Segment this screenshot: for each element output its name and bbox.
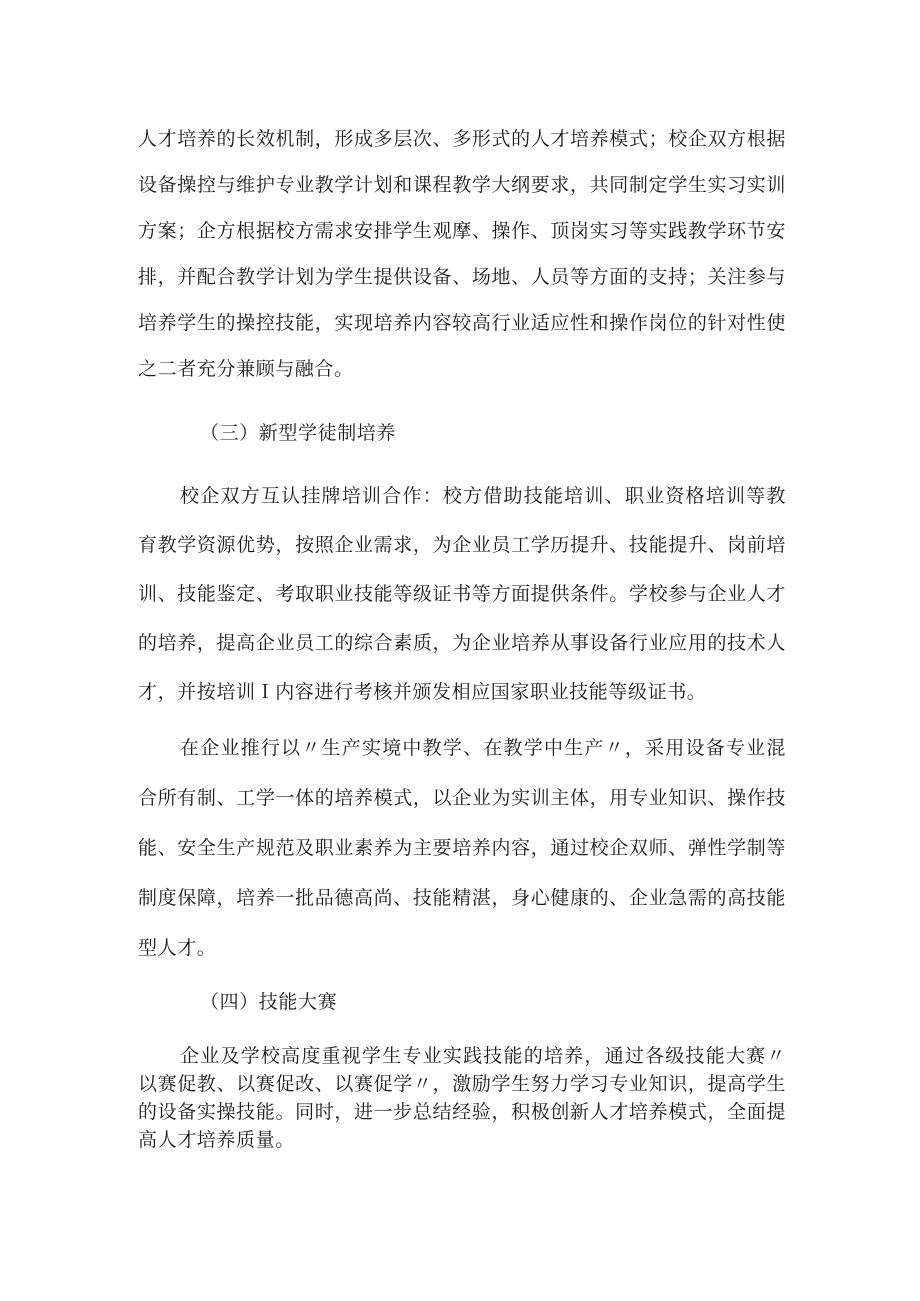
paragraph-mutual-training: 校企双方互认挂牌培训合作：校方借助技能培训、职业资格培训等教育教学资源优势，按照企业需求，为企业员工学历提升、技能提升、岗前培训、技能鉴定、考取职业技能等级证书等方面提供条件。学校参与企业人才的培养，提高企业员工的综合素质，为企业培养从事设备行业应用的技术人才，并按培训Ｉ内容进行考核并颁发相应国家职业技能等级证书。: [138, 485, 786, 703]
section-heading-apprenticeship: （三）新型学徒制培养: [200, 422, 397, 444]
paragraph-talent-mechanism: 人才培养的长效机制，形成多层次、多形式的人才培养模式；校企双方根据设备操控与维护专业教学计划和课程教学大纲要求，共同制定学生实习实训方案；企方根据校方需求安排学生观摩、操作、顶岗实习等实践教学环节安排，并配合教学计划为学生提供设备、场地、人员等方面的支持；关注参与培养学生的操控技能，实现培养内容较高行业适应性和操作岗位的针对性使之二者充分兼顾与融合。: [138, 128, 786, 380]
paragraph-skills-competition: 企业及学校高度重视学生专业实践技能的培养，通过各级技能大赛〃以赛促教、以赛促改、以赛促学〃，激励学生努力学习专业知识，提高学生的设备实操技能。同时，进一步总结经验，积极创新人才培养模式，全面提高人才培养质量。: [138, 1045, 786, 1151]
section-heading-skills-competition: （四）技能大赛: [200, 991, 338, 1013]
paragraph-production-teaching: 在企业推行以〃生产实境中教学、在教学中生产〃，采用设备专业混合所有制、工学一体的培养模式，以企业为实训主体，用专业知识、操作技能、安全生产规范及职业素养为主要培养内容，通过校企双师、弹性学制等制度保障，培养一批品德高尚、技能精湛，身心健康的、企业急需的高技能型人才。: [138, 737, 786, 959]
